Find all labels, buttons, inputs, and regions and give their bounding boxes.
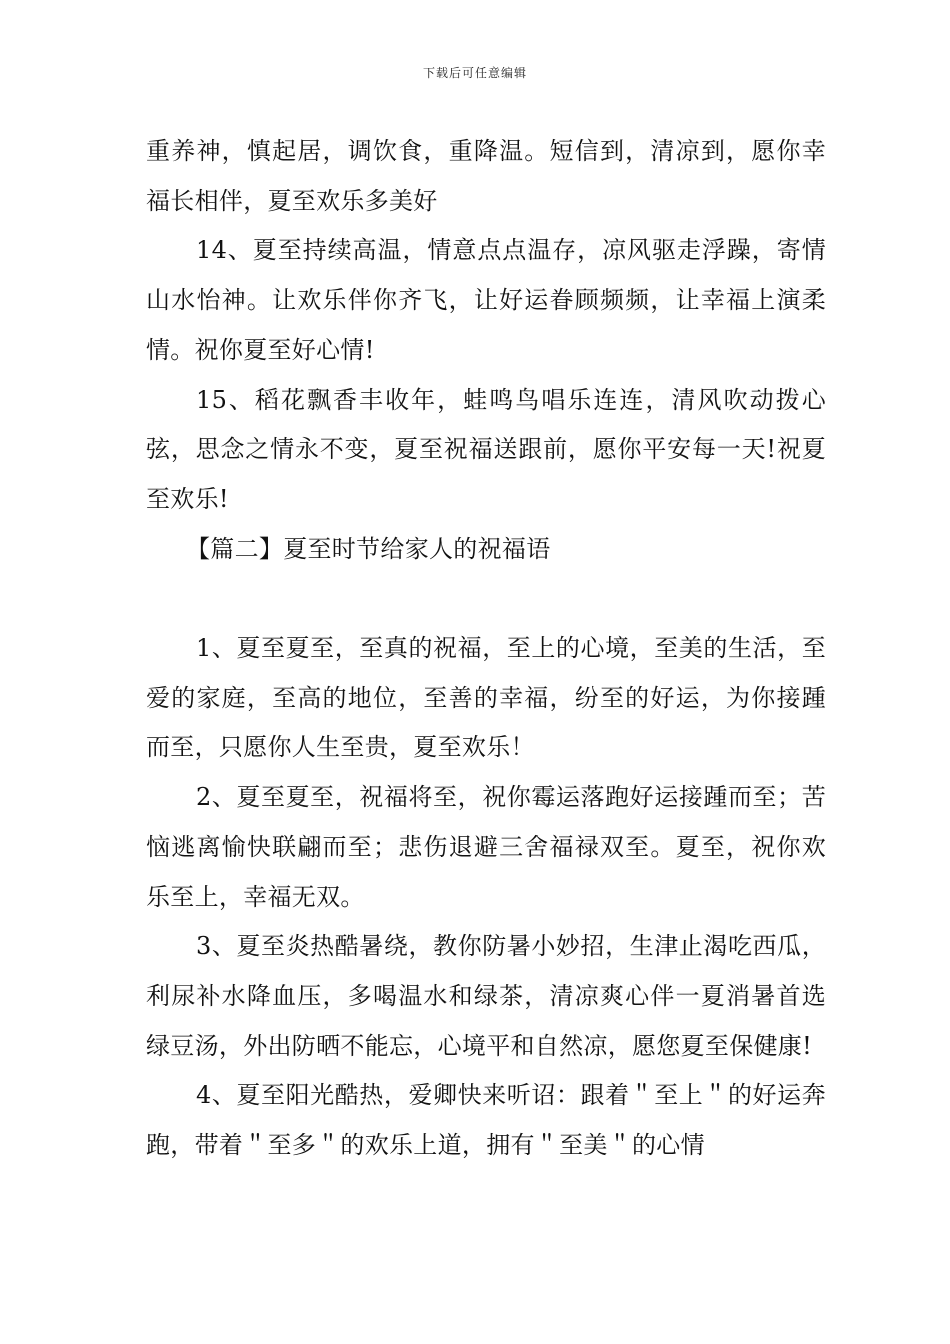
paragraph-item-15: 15、稻花飘香丰收年，蛙鸣鸟唱乐连连，清风吹动拨心弦，思念之情永不变，夏至祝福送跟前，愿你平安每一天!祝夏至欢乐! <box>146 385 826 513</box>
section-heading: 【篇二】夏至时节给家人的祝福语 <box>186 534 551 563</box>
paragraph-item-14: 14、夏至持续高温，情意点点温存，凉风驱走浮躁，寄情山水怡神。让欢乐伴你齐飞，让好运眷顾频频，让幸福上演柔情。祝你夏至好心情! <box>146 236 826 364</box>
section-paragraph-2: 2、夏至夏至，祝福将至，祝你霉运落跑好运接踵而至；苦恼逃离愉快联翩而至；悲伤退避三舍福禄双至。夏至，祝你欢乐至上，幸福无双。 <box>146 783 826 911</box>
document-body <box>146 127 826 1171</box>
section-paragraph-1: 1、夏至夏至，至真的祝福，至上的心境，至美的生活，至爱的家庭，至高的地位，至善的幸福，纷至的好运，为你接踵而至，只愿你人生至贵，夏至欢乐！ <box>146 634 826 762</box>
paragraph-continuation: 重养神，慎起居，调饮食，重降温。短信到，清凉到，愿你幸福长相伴，夏至欢乐多美好 <box>146 137 826 215</box>
page-header: 下载后可任意编辑 <box>422 66 527 80</box>
section-paragraph-3: 3、夏至炎热酷暑绕，教你防暑小妙招，生津止渴吃西瓜，利尿补水降血压，多喝温水和绿茶，清凉爽心伴一夏消暑首选绿豆汤，外出防晒不能忘，心境平和自然凉，愿您夏至保健康! <box>146 932 826 1060</box>
section-paragraph-4: 4、夏至阳光酷热，爱卿快来听诏：跟着＂至上＂的好运奔跑，带着＂至多＂的欢乐上道，拥有＂至美＂的心情 <box>146 1081 826 1160</box>
blank-line <box>146 574 826 624</box>
